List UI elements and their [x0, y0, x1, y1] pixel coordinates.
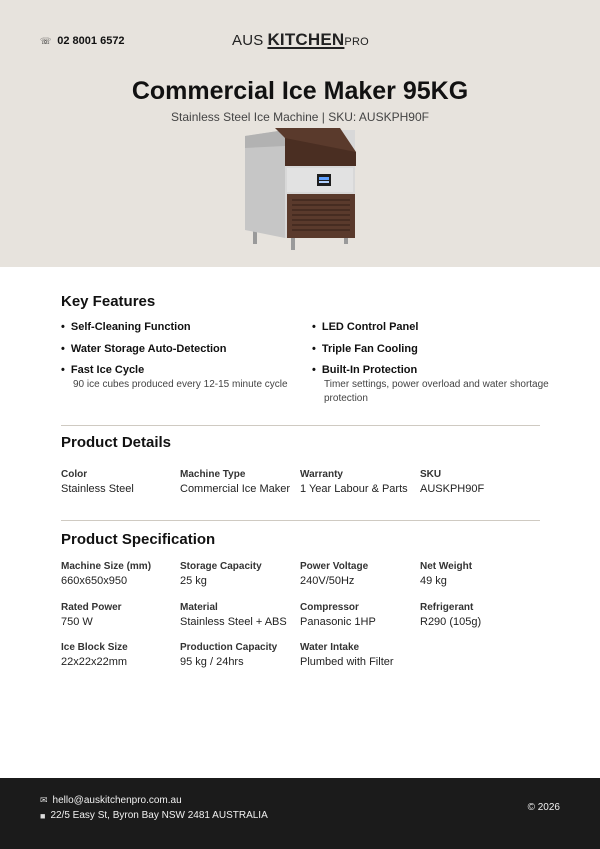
spec-item	[61, 642, 181, 668]
brand-logo[interactable]	[232, 30, 369, 50]
logo-part-pro: PRO	[344, 36, 369, 48]
bullet-icon: •	[61, 364, 65, 376]
spec-value: 240V/50Hz	[300, 575, 355, 587]
logo-part-kitchen: KITCHEN	[267, 30, 345, 49]
feature-item	[61, 321, 301, 333]
feature-item	[61, 364, 301, 392]
feature-title: Fast Ice Cycle	[70, 364, 145, 376]
spec-label: Ice Block Size	[61, 642, 128, 653]
spec-value: 25 kg	[180, 575, 207, 587]
feature-description: 90 ice cubes produced every 12-15 minute cycle	[73, 379, 288, 390]
spec-value: 49 kg	[420, 575, 447, 587]
detail-label: SKU	[420, 469, 442, 480]
spec-label: Storage Capacity	[180, 561, 262, 572]
spec-label: Production Capacity	[180, 642, 278, 653]
spec-value: 22x22x22mm	[61, 656, 128, 668]
spec-item	[420, 602, 540, 628]
section-divider	[61, 520, 540, 521]
product-details-title: Product Details	[61, 434, 172, 451]
bullet-icon: •	[312, 343, 316, 355]
bullet-icon: •	[312, 321, 316, 333]
key-features-title: Key Features	[61, 293, 156, 310]
feature-item	[312, 321, 552, 333]
feature-title: Self-Cleaning Function	[70, 321, 191, 333]
spec-item	[300, 561, 420, 587]
spec-label: Power Voltage	[300, 561, 369, 572]
detail-label: Color	[61, 469, 88, 480]
detail-machine-type	[180, 469, 300, 495]
section-divider	[61, 425, 540, 426]
product-specification-title: Product Specification	[61, 531, 216, 548]
spec-item	[180, 561, 300, 587]
spec-value: Plumbed with Filter	[300, 656, 394, 668]
email-address: hello@auskitchenpro.com.au	[52, 795, 182, 806]
spec-value: R290 (105g)	[420, 616, 482, 628]
feature-item	[312, 343, 552, 355]
spec-value: Panasonic 1HP	[300, 616, 376, 628]
feature-title: Triple Fan Cooling	[321, 343, 418, 355]
spec-label: Net Weight	[420, 561, 473, 572]
detail-label: Machine Type	[180, 469, 246, 480]
feature-item	[61, 343, 301, 355]
spec-label: Rated Power	[61, 602, 122, 613]
copyright: © 2026	[527, 802, 560, 813]
spec-item	[300, 642, 420, 668]
street-address: 22/5 Easy St, Byron Bay NSW 2481 AUSTRALIA	[50, 810, 268, 821]
phone-contact[interactable]	[40, 35, 125, 47]
detail-label: Warranty	[300, 469, 343, 480]
hero-section	[0, 0, 600, 267]
feature-title: Water Storage Auto-Detection	[70, 343, 227, 355]
spec-item	[180, 642, 300, 668]
logo-part-aus: AUS	[232, 32, 264, 49]
email-icon: ✉	[40, 795, 48, 805]
spec-value: 95 kg / 24hrs	[180, 656, 244, 668]
feature-description: Timer settings, power overload and water shortage protection	[324, 379, 549, 404]
spec-label: Compressor	[300, 602, 359, 613]
detail-value: Stainless Steel	[61, 483, 134, 495]
feature-item	[312, 364, 552, 405]
page-title: Commercial Ice Maker 95KG	[131, 77, 469, 105]
detail-sku	[420, 469, 540, 495]
page-subtitle: Stainless Steel Ice Machine | SKU: AUSKPH90F	[171, 110, 429, 124]
spec-label: Material	[180, 602, 218, 613]
feature-title: LED Control Panel	[321, 321, 419, 333]
spec-item	[61, 561, 181, 587]
bullet-icon: •	[61, 321, 65, 333]
location-icon: ■	[40, 810, 46, 821]
spec-value: 660x650x950	[61, 575, 128, 587]
spec-label: Water Intake	[300, 642, 360, 653]
detail-value: AUSKPH90F	[420, 483, 485, 495]
footer	[0, 778, 600, 849]
spec-item	[180, 602, 300, 628]
spec-label: Refrigerant	[420, 602, 474, 613]
bullet-icon: •	[61, 343, 65, 355]
feature-title: Built-In Protection	[321, 364, 418, 376]
phone-icon: ☏	[40, 35, 52, 46]
spec-item	[300, 602, 420, 628]
spec-value: Stainless Steel + ABS	[180, 616, 287, 628]
spec-label: Machine Size (mm)	[61, 561, 152, 572]
spec-item	[420, 561, 540, 587]
spec-value: 750 W	[61, 616, 93, 628]
bullet-icon: •	[312, 364, 316, 376]
detail-value: 1 Year Labour & Parts	[300, 483, 408, 495]
spec-item	[61, 602, 181, 628]
detail-value: Commercial Ice Maker	[180, 483, 291, 495]
ice-machine-image	[240, 126, 360, 258]
detail-warranty	[300, 469, 420, 495]
footer-email[interactable]	[40, 795, 182, 806]
footer-address	[40, 810, 268, 821]
phone-number: 02 8001 6572	[57, 35, 125, 47]
detail-color	[61, 469, 181, 495]
